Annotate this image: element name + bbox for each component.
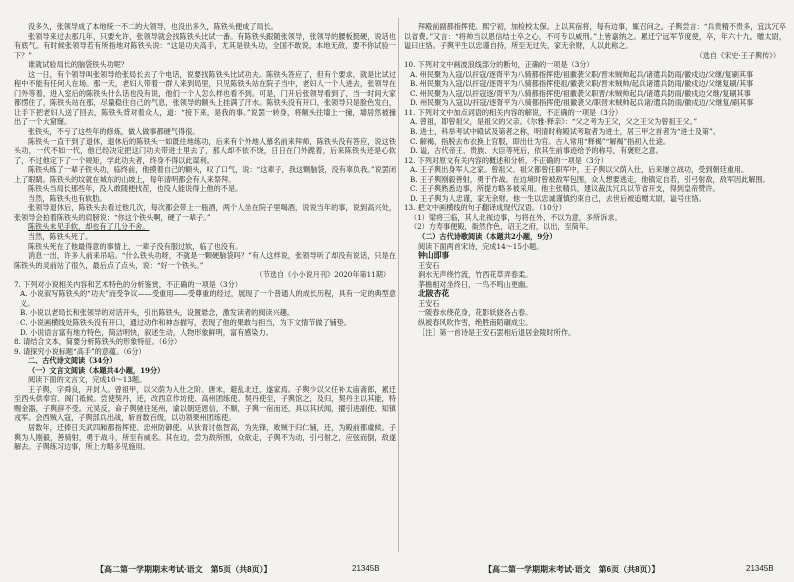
question: 7. 下列对小说相关内容和艺术特色的分析鉴赏，不正确的一项是（3分） — [14, 279, 242, 289]
question: 8. 请结合文本，简要分析陈铁头的形象特征。（6分） — [14, 337, 182, 347]
paragraph: 当然，陈铁头也有软肋。 — [28, 193, 107, 203]
paragraph: 这一日，有个领导叫张领导给张局长去了个电话，说要找陈铁头比试功夫。陈铁头答应了，但有个要求，就是比试过程中不能有任何人在场。那一天，老妇人带着一群人来到局里，只见陈铁头站在院子当中，老妇人一个人进去，张领导在门外等着，进入室后的陈铁头什么话也没有说，他们一个人怎么样也看不到。可是，门开后张领导看到了，当一时间大家都愣住了，陈铁头站在那，尽量稳住自己的气息，张领导的额头上挂满了汗水。陈铁头没有开口，张领导只是脸色发白，让手下把老妇人送了回去，陈铁头背对着众人，道：“接下来，是我的事。”说罢一转身，将额头往墙上一撞，墙居然被撞出了一个大窟窿。 — [14, 69, 396, 127]
poem-author: 王安石 — [418, 260, 440, 270]
question: 10. 下列对文中画波浪线部分的断句，正确的一项是（3分） — [404, 60, 594, 70]
paragraph: 陈铁头未见手软，却也有了几分不舍。 — [28, 222, 150, 232]
question: 9. 请探究小说标题“高手”的意蕴。（6分） — [14, 346, 146, 356]
answer-option: A. 小说叙写陈铁头的“功夫”而受争议——受重用——受尊重的经过，展现了一个普通人的成长历程，具有一定的典型意义。 — [20, 289, 396, 308]
section-heading: 二、古代诗文阅读（34分） — [28, 356, 117, 366]
paragraph: 王子舆，字舜良，开封人。曾祖甲，以父荫为入仕之阶。唐末，避乱北迁，遂家焉。子舆少以父任补太庙斋郎，累迁至西头供奉官、阁门祗候。尝使契丹，还，改西京作坊使、高州团练使。契丹使至，子舆馆之，及归，契丹主以其能，特赐金器，子舆辞不受。元昊反，命子舆驰往延州，谕以朝廷恩信，不顺，子舆一宿而还，具以其状闻，擢引进副使、知镇戎军。会西贼入寇，子舆部兵出战，斩首数百级，以功领果州团练使。 — [14, 384, 396, 423]
answer-option: C. 解褐，指脱去布衣换上官服，即出仕为官。古人常用“释褐”“解褐”指初入仕途。 — [410, 136, 670, 146]
answer-option: C. 州民聚为入寇/以扞寇逐/胥平为八骑都指挥使/祖徽袭父职晋/末贼帅起兵/诸遣兵防雨/徽戍边父继/复刷其事 — [410, 88, 751, 98]
answer-option: B. 小说以老局长和张领导的对话开头，引出陈铁头，设置悬念，激发读者的阅读兴趣。 — [20, 308, 294, 318]
answer-option: A. 曾祖，即曾祖父，是祖父的父亲。《尔雅·释亲》：“父之考为王父，父之王父为曾祖王父。” — [410, 117, 698, 127]
paragraph: 陈铁头死在了他最得意的事情上，一辈子没有服过软，临了也没有。 — [28, 241, 243, 251]
paragraph: 没多久，张领导成了本地统一不二的大领导，也没出多久，陈铁头便成了局长。 — [28, 22, 278, 31]
source-citation: （节选自《小小说月刊》2020年第11期） — [255, 270, 390, 280]
paragraph: 陈铁头当局长那些年，没人敢随便找茬，也没人能说得上他的不是。 — [28, 184, 243, 194]
source-citation: （选自《宋史·王子舆传》） — [695, 50, 780, 60]
column-divider — [398, 18, 399, 552]
answer-option: A. 州民聚为入寇/以扞寇/逐胥平为八骑都指挥使/祖徽袭父职/晋末贼帅起兵/诸遣兵防雨/徽戍边/父继/复刷其事 — [410, 69, 754, 79]
answer-option: B. 王子舆刚毅善射，勇于作战。在边境时曾被敌军包围，众人想要逃走，他镇定自若，引弓射敌，敌军因此解围。 — [410, 174, 770, 184]
paragraph: 陈铁头一直干到了退休，退休后的陈铁头一如既往地练功，后来有个外地人慕名前来拜师，陈铁头没有答应，说这铁头功，一代不如一代，他已经决定把这门功夫带进土里去了，那人却不依不饶，日日在门外跪着，后来陈铁头还是心软了，不过他定下了一个规矩，学此功夫者，终身不得以此谋利。 — [14, 136, 396, 165]
poem-title: 北陂杏花 — [418, 289, 450, 299]
answer-option: C. 小说画横线处陈铁头没有开口，通过动作和神态描写，表现了他的果敢与担当，为下文情节做了铺垫。 — [20, 317, 352, 327]
paragraph: 陈铁头练了一辈子铁头功，临终前，他摸着自己的额头，叹了口气，说：“这辈子，我这颗脑袋，没有辜负我。”说罢闭上了眼睛。陈铁头的坟就在城东的山坡上，每年清明都会有人来祭拜。 — [14, 165, 396, 184]
paragraph: 阅读下面的文言文，完成10～13题。 — [28, 375, 147, 385]
question: 12. 下列对原文有关内容的概述和分析，不正确的一项是（3分） — [404, 155, 608, 165]
paragraph: 张铁头，不亏了这些年的修炼，做人做事都硬气得很。 — [28, 127, 200, 137]
footer-left-code: 21345B — [352, 564, 380, 573]
paragraph: 张领导退休后，陈铁头去看过他几次，每次都会带上一瓶酒，两个人坐在院子里喝酒，说说当年的事，说到高兴处，张领导会拍着陈铁头的肩膀说：“你这个铁头啊，硬了一辈子。” — [14, 203, 396, 222]
answer-option: （1）梁将三临，其人北视边事，与将在外，不以为意，多所诉求。 — [410, 212, 622, 222]
paragraph: 张领导来过去那几年，只要允许，张领导就会找陈铁头比试一番。有陈铁头跟随张领导，张领导的腰板挺硬，说话也有底气。有时候张领导若有所指地对陈铁头说：“这是功夫高手，尤其是铁头功，全国不敢说，本地无敌，要不你试验一下？” — [14, 31, 396, 60]
subsection-heading: （二）古代诗歌阅读（本题共2小题，9分） — [418, 232, 557, 242]
page-footer — [0, 556, 794, 582]
poem-line: 纵被春风吹作雪，绝胜南陌碾成尘。 — [418, 317, 533, 327]
answer-option: B. 州民聚为入寇/以扞寇/逐胥平为八骑都指挥使祖/徽袭父职/晋末贼帅/起兵诸遣兵防雨/徽戍边/父继复刷/其事 — [410, 79, 754, 89]
paragraph: 阅读下面两首宋诗，完成14～15小题。 — [418, 241, 544, 251]
poem-line: 涧水无声绕竹流，竹西花草弄春柔。 — [418, 270, 533, 280]
answer-option: B. 进士，科举考试中殿试及第者之称，明清时称殿试考取者为进士，居三甲之首者为“进士及第”。 — [410, 127, 720, 137]
poem-line: 一陂春水绕花身，花影妖娆各占春。 — [418, 308, 533, 318]
poem-line: 茅檐相对坐终日，一鸟不鸣山更幽。 — [418, 279, 533, 289]
answer-option: D. 小说语言富有地方特色，简洁明快，叙述生动，人物形象鲜明，富有感染力。 — [20, 327, 273, 337]
right-column — [404, 22, 786, 552]
answer-option: A. 王子舆出身军人之家。曾祖父、祖父都曾任职军中，王子舆以父荫入仕，后来屡立战功，受到朝廷重用。 — [410, 165, 749, 175]
subsection-heading: （一）文言文阅读（本题共4小题，19分） — [28, 365, 165, 375]
footer-right-code: 21345B — [746, 564, 774, 573]
paragraph: 当然，陈铁头死了。 — [28, 232, 93, 242]
footer-right-label: 【高二第一学期期末考试·语文 第6页（共8页）】 — [484, 565, 660, 574]
paragraph: 拜殿前副都指挥使。熙宁初，加检校太保。上以其宿将，每有边事，辄召问之。子舆尝言：“兵贵精不贵多，宜汰冗卒以省费。”又言：“将帅当以恩信结士卒之心，不可专以威刑。”上皆嘉纳之。累迁宁远军节度使，卒，年六十九。赠太尉，谥曰庄恪。子舆平生以忠谨自持，所至无过失，家无余财，人以此称之。 — [404, 22, 786, 51]
paragraph: 居数年，迁捧日天武四厢都指挥使、忠州防御使。从狄青讨侬智高，为先锋，败贼于归仁铺，还，为殿前都虞候。子舆为人刚毅，善骑射，勇于战斗，所至有威名。其在边，尝为敌所围，众欲走，子舆不为动，引弓射之，应弦而倒，敌遂解去。子舆练习边事，所上方略多见施用。 — [14, 422, 396, 452]
left-column — [14, 22, 396, 552]
answer-option: C. 王子舆熟悉边事，所提方略多被采用。他主张精兵，建议裁汰冗兵以节省开支，得到皇帝赞许。 — [410, 184, 720, 194]
footer-left-label: 【高二第一学期期末考试·语文 第5页（共8页）】 — [96, 565, 272, 574]
question: 13. 把文中画横线的句子翻译成现代汉语。（10分） — [404, 203, 566, 213]
poem-title: 钟山即事 — [418, 251, 450, 261]
question: 11. 下列对文中加点词语的相关内容的解说，不正确的一项是（3分） — [404, 107, 623, 117]
answer-option: D. 谥，古代帝王、贵族、大臣等死后，依其生前事迹给予的称号，有褒贬之意。 — [410, 146, 663, 156]
answer-option: （2）方寿事便殿，衙然作色，诏王之府，以出，至简年。 — [410, 222, 594, 232]
answer-option: D. 王子舆为人忠谨，家无余财。他一生以忠诚谨慎约束自己，去世后被追赠太尉，谥号庄恪。 — [410, 193, 706, 203]
answer-option: D. 州民聚为入寇以/扞寇/逐胥平为八骑都指挥使/祖徽袭父/职晋末贼帅起兵诸/遣兵防雨/徽戍边/父继复/刷其事 — [410, 98, 754, 108]
annotation-note: ［注］第一首诗是王安石罢相后退居金陵时所作。 — [418, 327, 576, 337]
poem-author: 王安石 — [418, 298, 440, 308]
paragraph: 消息一出，许多人前来吊唁。“什么铁头功呀，不就是一颗硬脑袋吗？”有人这样说，张领导听了却没有说话，只是在陈铁头的灵前站了很久，最后点了点头，说：“好一个铁头。” — [14, 251, 396, 270]
paragraph: 谁就试验局长的脑袋铁头功呢？ — [28, 60, 128, 70]
